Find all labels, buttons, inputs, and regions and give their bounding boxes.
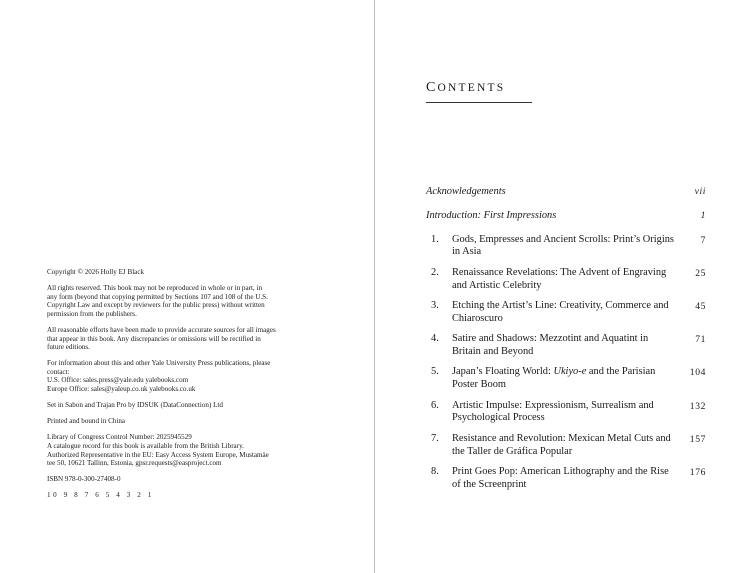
rights-line: permission from the publishers.	[47, 309, 137, 318]
toc-page-number: 25	[695, 267, 706, 279]
table-of-contents	[426, 186, 706, 492]
catalog-line: Library of Congress Control Number: 2025945529	[47, 433, 192, 442]
toc-item-chapter-5[interactable]	[426, 366, 706, 392]
chapter-title-emphasis: Ukiyo-e	[553, 366, 587, 378]
isbn: ISBN 978-0-300-27408-0	[47, 475, 121, 484]
toc-item-chapter-6[interactable]	[426, 400, 706, 426]
us-office-line: U.S. Office: sales.press@yale.edu yalebooks.com	[47, 376, 189, 385]
toc-item-title: Introduction: First Impressions	[426, 209, 557, 221]
chapter-number: 6.	[431, 399, 439, 411]
chapter-title: Resistance and Revolution: Mexican Metal Cuts and the Taller de Gráfica Popular	[452, 432, 671, 457]
info-paragraph	[47, 359, 327, 393]
chapter-number: 7.	[431, 432, 439, 444]
toc-page-number: 71	[695, 334, 706, 346]
toc-page-number: 176	[689, 466, 706, 478]
sources-line: that appear in this book. Any discrepancies or omissions will be rectified in	[47, 334, 261, 343]
chapter-number: 2.	[431, 266, 439, 278]
toc-page-number: 132	[689, 400, 706, 412]
contents-rule	[426, 102, 532, 103]
chapter-number: 5.	[431, 366, 439, 378]
toc-item-chapter-8[interactable]	[426, 466, 706, 492]
info-line: For information about this and other Yale University Press publications, please	[47, 359, 271, 368]
info-line: contact:	[47, 367, 70, 376]
contents-heading-rest: ONTENTS	[437, 82, 506, 94]
sources-paragraph	[47, 326, 327, 352]
toc-item-chapter-4[interactable]	[426, 333, 706, 359]
rights-line: any form (beyond that copying permitted by Sections 107 and 108 of the U.S.	[47, 292, 268, 301]
chapter-title-part: Japan’s Floating World:	[452, 366, 554, 378]
chapter-title: Satire and Shadows: Mezzotint and Aquatint in Britain and Beyond	[452, 333, 649, 357]
printed-note: Printed and bound in China	[47, 417, 126, 426]
catalog-line: Authorized Representative in the EU: Easy Access System Europe, Mustamäe	[47, 450, 269, 459]
toc-item-chapter-7[interactable]	[426, 433, 706, 459]
europe-office-line: Europe Office: sales@yaleup.co.uk yalebooks.co.uk	[47, 385, 196, 394]
chapter-title: Gods, Empresses and Ancient Scrolls: Print’s Origins in Asia	[452, 233, 674, 258]
toc-page-number: 45	[695, 300, 706, 312]
toc-item-acknowledgements[interactable]	[426, 186, 706, 199]
toc-page-number: 7	[700, 234, 706, 246]
printing-line: 10 9 8 7 6 5 4 3 2 1	[47, 491, 154, 500]
sources-line: future editions.	[47, 343, 90, 352]
rights-line: Copyright Law and except by reviewers for the public press) without written	[47, 301, 265, 310]
toc-page-number: 1	[700, 209, 706, 221]
catalog-line: tee 50, 10621 Tallinn, Estonia, gpsr.requests@easproject.com	[47, 459, 222, 468]
toc-item-chapter-3[interactable]	[426, 300, 706, 326]
chapter-title-part: and the Parisian Poster Boom	[452, 366, 656, 391]
catalog-line: A catalogue record for this book is available from the British Library.	[47, 441, 244, 450]
toc-item-chapter-2[interactable]	[426, 267, 706, 293]
toc-item-chapter-1[interactable]	[426, 234, 706, 260]
copyright-block	[47, 268, 327, 507]
chapter-title: Renaissance Revelations: The Advent of Engraving and Artistic Celebrity	[452, 266, 667, 291]
toc-page-number: vii	[694, 186, 706, 197]
chapter-title: Print Goes Pop: American Lithography and the Rise of the Screenprint	[452, 465, 669, 490]
contents-heading-initial: C	[426, 80, 438, 95]
toc-item-title: Acknowledgements	[426, 186, 506, 197]
contents-heading	[426, 80, 505, 96]
chapter-title: Artistic Impulse: Expressionism, Surrealism and Psychological Process	[452, 399, 654, 424]
chapter-number: 8.	[431, 465, 439, 477]
chapter-title: Etching the Artist’s Line: Creativity, Commerce and Chiaroscuro	[452, 299, 669, 324]
typeset-note: Set in Sabon and Trajan Pro by IDSUK (DataConnection) Ltd	[47, 401, 223, 410]
copyright-notice: Copyright © 2026 Holly EJ Black	[47, 268, 145, 276]
rights-line: All rights reserved. This book may not be reproduced in whole or in part, in	[47, 284, 262, 293]
chapter-number: 4.	[431, 333, 439, 345]
sources-line: All reasonable efforts have been made to provide accurate sources for all images	[47, 325, 276, 334]
catalog-paragraph	[47, 433, 327, 467]
toc-page-number: 104	[689, 367, 706, 379]
toc-page-number: 157	[689, 433, 706, 445]
chapter-number: 3.	[431, 299, 439, 311]
toc-item-introduction[interactable]	[426, 210, 706, 223]
chapter-number: 1.	[431, 233, 439, 245]
chapter-title	[452, 366, 674, 392]
rights-paragraph	[47, 284, 327, 318]
